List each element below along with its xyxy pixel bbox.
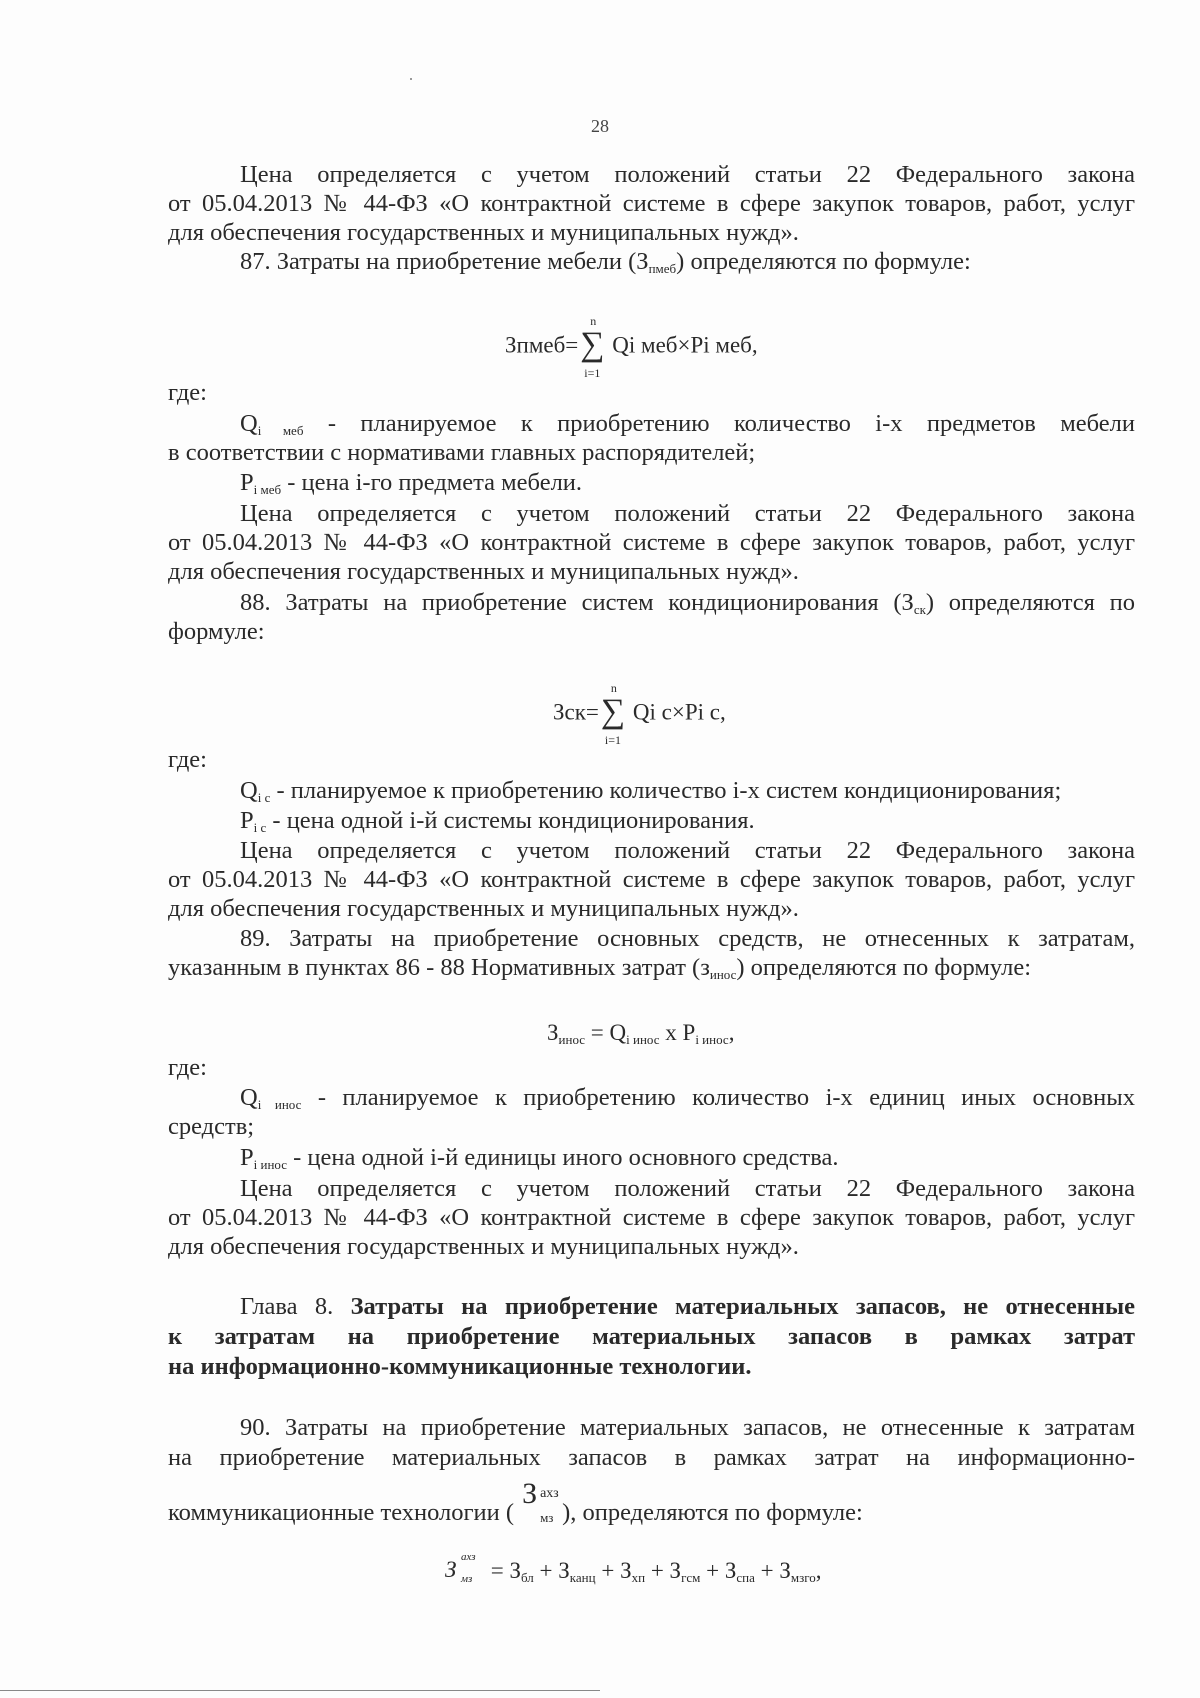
where-label: где: [168,379,207,406]
p-inos-definition: $P_{i инос}$ - цена одной i-й единицы иного основного средства. [240,1144,839,1172]
paragraph-price-line-2: от 05.04.2013 № 44-ФЗ «О контрактной системе в сфере закупок товаров, работ, услуг [168,1204,1135,1231]
q-inos-definition-line-1: $Q_{i инос}$ - планируемое к приобретению количество i-х единиц иных основных [240,1084,1135,1112]
sum-symbol: ∑ n i=1 [580,314,605,380]
scan-speck [410,78,412,80]
chapter-8-title-line-2: к затратам на приобретение материальных запасов в рамках затрат [168,1323,1135,1350]
paragraph-price-line-2: от 05.04.2013 № 44-ФЗ «О контрактной системе в сфере закупок товаров, работ, услуг [168,190,1135,217]
page-number: 28 [591,116,609,136]
item-89-heading-line-1: 89. Затраты на приобретение основных средств, не отнесенных к затратам, [240,925,1135,952]
q-meb-definition-line-1: $Q_{i меб}$ - планируемое к приобретению количество i-х предметов мебели [240,410,1135,438]
q-inos-definition-line-2: средств; [168,1113,255,1140]
paragraph-price-line-1: Цена определяется с учетом положений статьи 22 Федерального закона [240,1175,1135,1202]
where-label: где: [168,1054,207,1081]
p-c-definition: $P_{i c}$ - цена одной i-й системы кондиционирования. [240,807,755,835]
z-ahz-mz-symbol: З ахз мз [522,1477,559,1526]
formula-89: $З_{инос} = Q_{i инос}$ x $P_{i инос}$, [547,1020,735,1047]
item-90-line-1: 90. Затраты на приобретение материальных запасов, не отнесенные к затратам [240,1414,1135,1441]
item-90-line-3: коммуникационные технологии ( З ахз мз ), определяются по формуле: [168,1498,1135,1529]
formula-88: Зск= ∑ n i=1 Qi c×Pi c, [553,681,726,747]
formula-87: Зпмеб= ∑ n i=1 Qi меб×Pi меб, [505,314,758,380]
paragraph-price-line-3: для обеспечения государственных и муниципальных нужд». [168,219,799,246]
chapter-8-title-line-3: на информационно-коммуникационные технологии. [168,1353,752,1380]
q-meb-definition-line-2: в соответствии с нормативами главных распорядителей; [168,439,756,466]
item-87-heading: 87. Затраты на приобретение мебели $(З_{пмеб})$ определяются по формуле: [240,248,971,276]
item-88-heading-line-2: формуле: [168,618,265,645]
paragraph-price-line-1: Цена определяется с учетом положений статьи 22 Федерального закона [240,837,1135,864]
paragraph-price-line-1: Цена определяется с учетом положений статьи 22 Федерального закона [240,500,1135,527]
paragraph-price-line-1: Цена определяется с учетом положений статьи 22 Федерального закона [240,161,1135,188]
item-89-heading-line-2: указанным в пунктах 86 - 88 Нормативных затрат $(з_{инос})$ определяются по формуле: [168,954,1032,982]
where-label: где: [168,746,207,773]
chapter-8-title-line-1: Глава 8. Затраты на приобретение материальных запасов, не отнесенные [240,1293,1135,1320]
sum-symbol: ∑ n i=1 [600,681,626,747]
paragraph-price-line-3: для обеспечения государственных и муниципальных нужд». [168,1233,799,1260]
formula-90: З ахз мз = $З_{бл} + З_{канц} + З_{хп} + З_{гсм} + З_{спа} + З_{мзго}$, [445,1550,822,1585]
item-88-heading-line-1: 88. Затраты на приобретение систем кондиционирования $(З_{ск})$ определяются по [240,589,1135,617]
paragraph-price-line-3: для обеспечения государственных и муниципальных нужд». [168,558,799,585]
item-90-line-2: на приобретение материальных запасов в рамках затрат на информационно- [168,1444,1135,1471]
q-c-definition: $Q_{i c}$ - планируемое к приобретению количество i-х систем кондиционирования; [240,777,1062,805]
paragraph-price-line-3: для обеспечения государственных и муниципальных нужд». [168,895,799,922]
z-ahz-mz-symbol: З ахз мз [445,1550,476,1585]
scan-edge-line [0,1690,600,1691]
paragraph-price-line-2: от 05.04.2013 № 44-ФЗ «О контрактной системе в сфере закупок товаров, работ, услуг [168,529,1135,556]
paragraph-price-line-2: от 05.04.2013 № 44-ФЗ «О контрактной системе в сфере закупок товаров, работ, услуг [168,866,1135,893]
p-meb-definition: $P_{i меб}$ - цена i-го предмета мебели. [240,469,583,497]
